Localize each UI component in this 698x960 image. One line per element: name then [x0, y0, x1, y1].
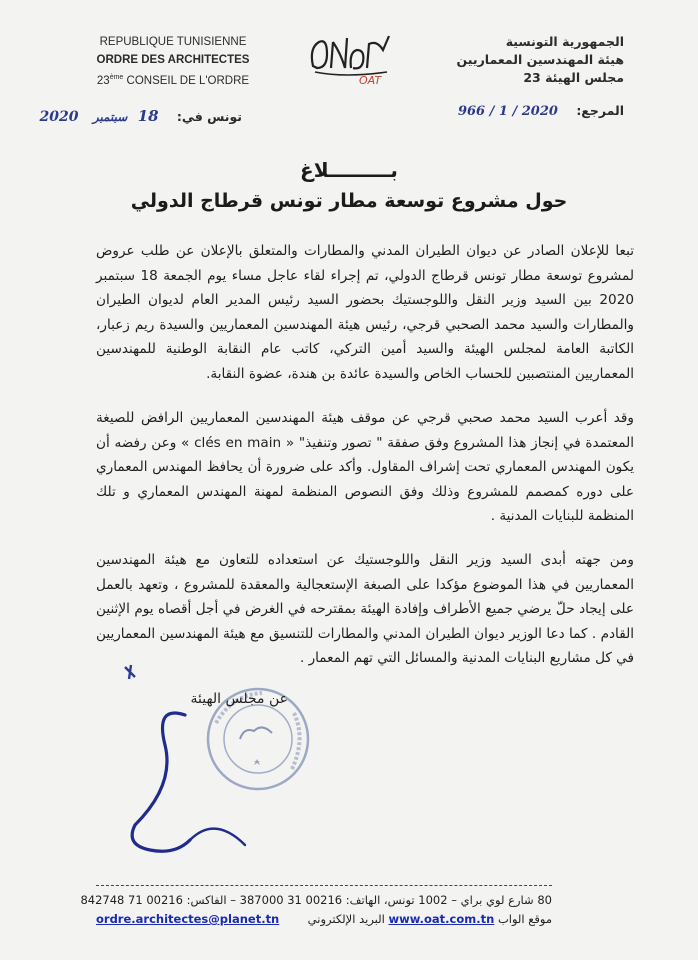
reference-label: المرجع: [576, 103, 624, 118]
date-line [40, 107, 242, 125]
announcement-title: بـــــــــلاغ [300, 158, 398, 182]
date-year: 2020 [39, 109, 79, 125]
reference-line [458, 103, 624, 119]
header-ar-order: هيئة المهندسين المعماريين [456, 52, 624, 67]
oat-logo-icon [305, 28, 397, 86]
signature-text: عن مجلس الهيئة [190, 691, 288, 707]
footer-contact-right [308, 912, 552, 926]
body-paragraph-2: وقد أعرب السيد محمد صحبي قرجي عن موقف هيئة المهندسين المعماريين الرافض للصيغة المعتمدة في إنجاز هذا المشروع وفق صفقة " تصور وتنفيذ" « clés en main » وعن رفضه أن يكون المهندس المعماري تحت إشراف المقاول. وأكد على ضرورة أن يحافظ المهندس المعماري على دوره كمصمم للمشروع وذلك وفق النصوص المنظمة لمهنة المهندس المعماري و تلك المنظمة للبنايات المدنية . [96, 410, 634, 524]
body-paragraph-3: ومن جهته أبدى السيد وزير النقل واللوجستيك عن استعداده للتعاون مع هيئة المهندسين المعماريين في هذا الموضوع مؤكدا على الصبغة الإستعجالية والمعقدة للمشروع ، وتعهد بالعمل على إيجاد حلّ يرضي جميع الأطراف وإفادة الهيئة بمقترحه في الغرض في أجل أقصاه يوم الإثنين القادم . كما دعا الوزير ديوان الطيران المدني والمطارات للتنسيق مع هيئة المهندسين المعماريين في كل مشاريع البنايات المدنية والمسائل التي تهم المعمار . [96, 552, 634, 666]
footer-email-label: البريد الإلكتروني [307, 912, 385, 926]
header-fr-council [88, 69, 258, 90]
announcement-subtitle: حول مشروع توسعة مطار تونس قرطاج الدولي [130, 190, 568, 212]
footer-email-link[interactable]: ordre.architectes@planet.tn [96, 912, 280, 926]
header-fr-country: REPUBLIQUE TUNISIENNE [99, 36, 247, 48]
footer-website-link[interactable]: www.oat.com.tn [388, 912, 495, 926]
header-ar-country: الجمهورية التونسية [505, 34, 624, 49]
logo-text: OAT [359, 74, 382, 86]
header-french-block [88, 33, 258, 90]
header-arabic-block [454, 33, 624, 87]
handwritten-signature-icon [95, 645, 355, 865]
date-day: 18 [137, 107, 159, 125]
body-paragraph-1: تبعا للإعلان الصادر عن ديوان الطيران المدني والمطارات والمتعلق بالإعلان عن طلب عروض لمشروع توسعة مطار تونس قرطاج الدولي، تم إجراء لقاء عاجل مساء يوم الجمعة 18 سبتمبر 2020 بين السيد وزير النقل واللوجستيك بحضور السيد رئيس المدير العام لديوان الطيران والمطارات والسيد محمد الصحبي قرجي، رئيس هيئة المهندسين المعماريين والسيدة ريم زعبار، الكاتبة العامة لمجلس الهيئة والسيد أمين التركي، كاتب عام النقابة الوطنية للمهندسين المعماريين المنتصبين للحساب الخاص والسيدة عائدة بن هندة، عضوة النقابة. [96, 243, 634, 382]
reference-value: 2020 / 1 / 966 [457, 104, 558, 119]
council-rest: CONSEIL DE L'ORDRE [123, 74, 250, 87]
footer-address: 80 شارع لوي براي – 1002 تونس، الهاتف: 00216 31 387000 – الفاكس: 00216 71 842748 [80, 893, 552, 907]
footer-rule [96, 885, 552, 886]
council-number: 23 [96, 74, 110, 87]
header-fr-order: ORDRE DES ARCHITECTES [96, 54, 250, 66]
header-ar-council: مجلس الهيئة 23 [523, 70, 624, 85]
date-month: سبتمبر [92, 110, 128, 124]
footer-site-label: موقع الواب [497, 912, 552, 926]
council-sup: ème [109, 74, 124, 81]
date-label: تونس في: [176, 109, 242, 124]
